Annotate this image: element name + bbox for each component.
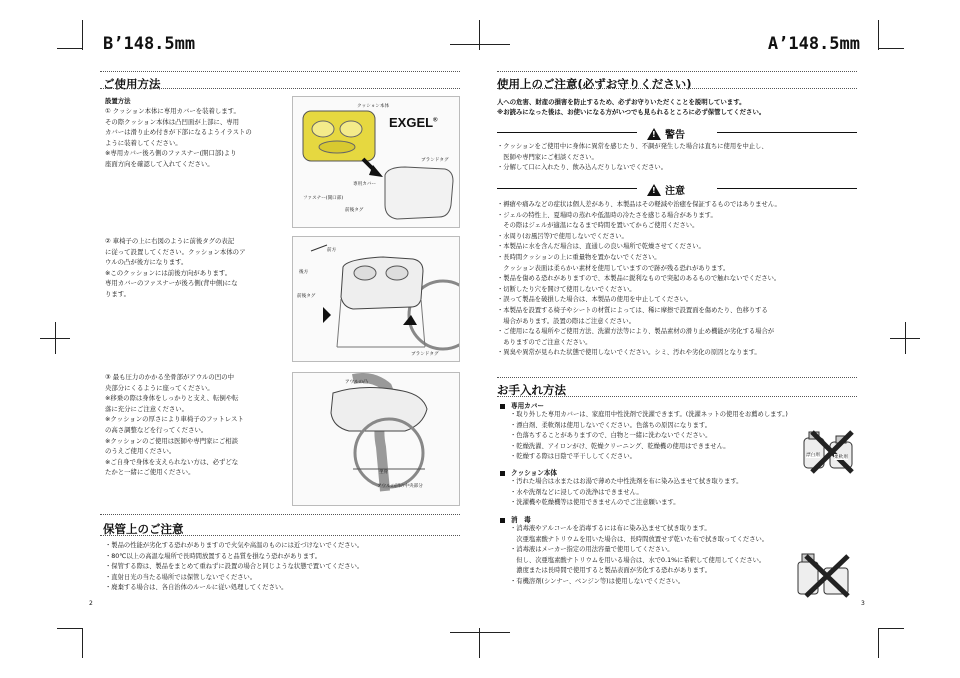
warning-bar	[497, 126, 857, 141]
warning-icon	[647, 128, 661, 140]
fig2-label-front: 前方	[327, 248, 337, 253]
list-item: ・製品の性能が劣化する恐れがありますので火気や高温のものには近づけないでください。	[105, 542, 364, 549]
care-heading-body: クッション本体	[500, 467, 557, 477]
fig2-label-brandtag: ブランドタグ	[411, 352, 439, 357]
list-item: ・乾燥洗濯、アイロンがけ、乾燥クリーニング、乾燥機の使用はできません。	[510, 442, 730, 450]
warning-list	[497, 142, 857, 174]
crop-mark	[878, 628, 904, 629]
list-item: ・褥瘡や痛みなどの症状は個人差があり、本製品はその軽減や治癒を保証するものではありません。	[497, 201, 781, 208]
storage-list	[105, 541, 455, 594]
fig1-label-fronttag: 前後タグ	[345, 208, 364, 213]
list-item: ・分解して口に入れたり、飲み込んだりしないでください。	[497, 164, 668, 172]
crop-mark	[479, 628, 480, 658]
care-title: お手入れ方法	[497, 383, 566, 397]
page-number-right: 3	[861, 600, 865, 607]
no-solvent-icon	[796, 548, 854, 600]
fig2-label-back: 後方	[299, 270, 309, 275]
header-left-size: B’148.5mm	[103, 34, 196, 54]
step-1-text: ① クッション本体に専用カバーを装着します。 その際クッション本体は凸凹面が上部に、専用 カバーは滑り止め付きが下部になるようイラストの ように装着してください。 ※専用カバー後ろ側のファスナー(開口部)より 座面方向を確認して入れてください。	[105, 107, 252, 168]
caution-intro-2: ※お読みになった後は、お使いになる方がいつでも見られるところに必ず保管してください。	[497, 108, 766, 116]
list-item: ・直射日光の当たる場所では保管しないでください。	[105, 573, 257, 581]
list-item: 濃度または長時間で使用すると製品表面が劣化する恐れがあります。	[510, 567, 711, 575]
list-item: ・切断したり穴を開けて使用しないでください。	[497, 285, 636, 293]
notice-icon	[647, 184, 661, 196]
care-cover-list	[510, 410, 840, 463]
fig3-label-sitbone: 坐骨	[379, 470, 389, 475]
crop-mark	[878, 628, 879, 658]
list-item: ・本製品に水を含んだ場合は、直通しの良い場所で乾燥させてください。	[497, 243, 705, 251]
list-item: ・異臭や異常が見られた状態で使用しないでください。シミ、汚れや劣化の原因となります。	[497, 349, 761, 357]
caution-intro-1: 人への危害、財産の損害を防止するため、必ずお守りいただくことを説明しています。	[497, 98, 746, 106]
list-item: ・水周り(お風呂等)で使用しないでください。	[497, 232, 628, 240]
crop-mark	[878, 48, 904, 49]
divider	[100, 535, 460, 536]
crop-mark	[57, 628, 83, 629]
list-item: ・クッションをご使用中に身体に異常を感じたり、不調が発生した場合は直ちに使用を中止し、 医師や専門家にご相談ください。	[497, 143, 768, 161]
list-item: ・消毒液やアルコールを消毒するには布に染み込ませて拭き取ります。	[510, 525, 711, 532]
care-heading-disinfect: 消 毒	[500, 514, 531, 524]
list-item: ・有機溶剤(シンナー、ベンジン等)は使用しないでください。	[510, 577, 685, 585]
bullet-square-icon	[500, 518, 505, 523]
fig1-label-body: クッション本体	[357, 104, 390, 109]
care-body-list	[510, 477, 840, 509]
bullet-square-icon	[500, 404, 505, 409]
list-item: ・保管する際は、製品をまとめて重ねずに設置の場合と同じような状態で置いてください。	[105, 563, 364, 571]
storage-title: 保管上のご注意	[103, 522, 184, 536]
list-item: ・ご使用になる場所やご使用方法、洗濯方法等により、製品素材の滑り止め機能が劣化する場合が ありますのでご注意ください。	[497, 328, 775, 346]
list-item: ・漂白剤、柔軟剤は使用しないでください。色落ちの原因になります。	[510, 421, 711, 429]
list-item: ・長時間クッションの上に重量物を置かないでください。 クッション表面は柔らかい素材を使用していますので跡が残る恐れがあります。	[497, 253, 730, 272]
header-right-size: A’148.5mm	[767, 34, 860, 54]
crop-mark	[57, 48, 83, 49]
notice-list	[497, 200, 859, 359]
fig1-label-cover: 専用カバー	[353, 182, 376, 187]
notice-bar	[497, 182, 857, 197]
fig1-label-zipper: ファスナー(開口部)	[303, 196, 344, 201]
fig3-label-center: アウルの凹の中央部分	[377, 484, 423, 489]
divider	[497, 88, 857, 89]
fig2-label-fronttag: 前後タグ	[297, 294, 316, 299]
divider	[497, 71, 857, 72]
list-item: ・汚れた場合は水またはお湯で薄めた中性洗剤を布に染み込ませて拭き取ります。	[510, 478, 743, 485]
crop-mark	[82, 20, 83, 50]
step-3-text: ③ 最も圧力のかかる坐骨部がアウルの凹の中 央部分にくるように座ってください。 ※移乗の際は身体をしっかりと支え、転倒や転 落に充分にご注意ください。 ※クッションの厚さにより車椅子のフットレスト の高さ調整などを行ってください。 ※クッションのご使用は医師や専門家にご相談 のうえご使用ください。 ※ご自身で身体を支えられない方は、必ずどな たかと一緒にご使用ください。	[105, 373, 244, 477]
fig1-label-brandtag: ブランドタグ	[421, 158, 449, 163]
list-item: ・洗濯機や乾燥機等は使用できませんのでご注意願います。	[510, 499, 680, 507]
divider	[497, 396, 857, 397]
list-item: ・製品を傷める恐れがありますので、本製品に鋭利なもので突起のあるもので触れないでください。	[497, 275, 781, 283]
divider	[497, 377, 857, 378]
no-bleach-icon: 漂白剤 柔軟剤	[800, 426, 858, 476]
divider	[100, 88, 460, 89]
crop-mark	[450, 632, 510, 633]
figure-cover-assembly	[292, 96, 460, 228]
list-item: ・本製品を設置する椅子やシートの材質によっては、稀に摩擦で設置面を傷めたり、色移りする 場合があります。設置の際はご注意ください。	[497, 306, 768, 325]
crop-mark	[878, 20, 879, 50]
care-heading-cover: 専用カバー	[500, 400, 544, 410]
warning-label: 警告	[665, 130, 685, 141]
usage-title: ご使用方法	[103, 77, 161, 91]
list-item: ・消毒液はメーカー指定の用法容量で使用してください。	[510, 546, 674, 554]
crop-mark	[82, 628, 83, 658]
divider	[100, 71, 460, 72]
divider	[100, 514, 460, 515]
notice-label: 注意	[665, 186, 685, 197]
crop-mark	[450, 44, 510, 45]
list-item: ・乾燥する際は日陰で平干ししてください。	[510, 453, 636, 461]
list-item: 次亜塩素酸ナトリウムを用いた場合は、長時間放置せず乾いた布で拭き取ってください。	[510, 535, 769, 543]
crop-mark	[905, 322, 906, 354]
exgel-logo: EXGEL®	[389, 115, 438, 130]
care-disinfect-list	[510, 524, 800, 588]
list-item: ・色落ちすることがありますので、白物と一緒に洗わないでください。	[510, 432, 712, 440]
crop-mark	[479, 20, 480, 50]
list-item: ・水や洗剤などに浸しての洗浄はできません。	[510, 488, 643, 496]
page-number-left: 2	[89, 600, 93, 607]
list-item: ・80℃以上の高温な場所で長時間放置すると品質を損なう恐れがあります。	[105, 552, 322, 560]
list-item: ・廃棄する場合は、各自治体のルールに従い処理してください。	[105, 584, 288, 592]
bullet-square-icon	[500, 471, 505, 476]
setup-heading: 設置方法	[105, 97, 131, 105]
figure-wheelchair-placement	[292, 236, 460, 362]
list-item: 但し、次亜塩素酸ナトリウムを用いる場合は、水で0.1%に希釈して使用してください。	[510, 556, 766, 564]
step-2-text: ② 車椅子の上に右図のように前後タグの表記 に従って設置してください。クッション本体のア ウルの凸が後方になります。 ※このクッションには前後方向があります。 専用カバーのファスナーが後ろ側(背中側)にな ります。	[105, 237, 246, 298]
caution-title: 使用上のご注意(必ずお守りください)	[497, 77, 692, 91]
list-item: ・ジェルの特性上、夏場時の蒸れや低温時の冷たさを感じる場合があります。 その際はジェルが適温になるまで時間を置いてからご使用ください。	[497, 211, 717, 230]
list-item: ・取り外した専用カバーは、家庭用中性洗剤で洗濯できます。(洗濯ネットの使用をお薦めします。)	[510, 411, 788, 418]
figure-seating-position	[292, 372, 460, 506]
list-item: ・誤って製品を破損した場合は、本製品の使用を中止してください。	[497, 296, 693, 304]
fig3-label-convex: アウルの凸	[345, 380, 368, 385]
crop-mark	[55, 322, 56, 354]
